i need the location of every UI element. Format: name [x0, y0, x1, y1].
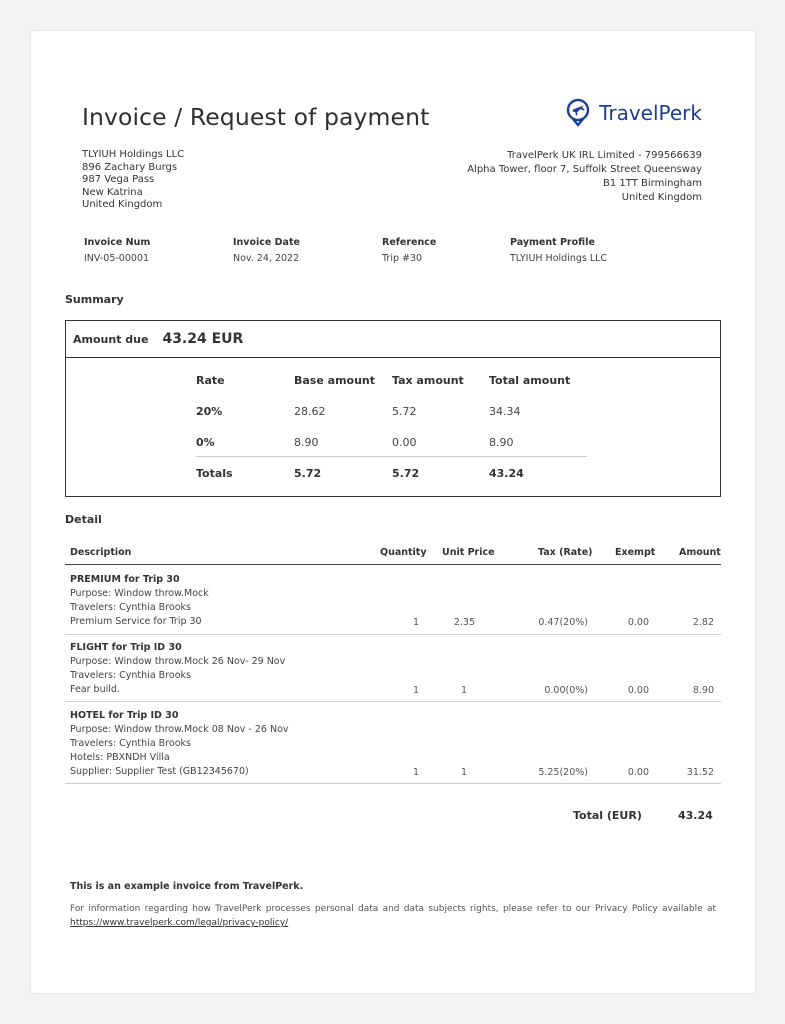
- quantity-cell: 1: [412, 685, 419, 696]
- reference-label: Reference: [382, 237, 437, 248]
- payment-profile-label: Payment Profile: [510, 237, 595, 248]
- unit-price-column-header: Unit Price: [442, 547, 495, 558]
- detail-heading: Detail: [65, 513, 102, 526]
- totals-divider: [196, 456, 587, 457]
- unit-price-cell: 1: [460, 767, 467, 778]
- total-amount-cell: 8.90: [489, 436, 514, 449]
- privacy-policy-link[interactable]: https://www.travelperk.com/legal/privacy-policy/: [70, 918, 289, 928]
- exempt-cell: 0.00: [627, 685, 649, 696]
- address-line: United Kingdom: [621, 192, 702, 203]
- total-amount-cell: 34.34: [489, 405, 521, 418]
- item-title: PREMIUM for Trip 30: [70, 574, 180, 585]
- item-line: Purpose: Window throw.Mock 08 Nov - 26 Nov: [70, 724, 289, 735]
- item-line: Travelers: Cynthia Brooks: [70, 738, 191, 749]
- page-title: Invoice / Request of payment: [82, 103, 430, 131]
- footer-text: [70, 902, 716, 930]
- unit-price-cell: 1: [460, 685, 467, 696]
- quantity-column-header: Quantity: [380, 547, 427, 558]
- invoice-date-value: Nov. 24, 2022: [233, 253, 300, 264]
- plane-pin-icon: [566, 98, 592, 128]
- amount-cell: 8.90: [692, 685, 714, 696]
- row-divider: [65, 783, 721, 784]
- address-line: New Katrina: [82, 186, 143, 198]
- tax-amount-cell: 5.72: [392, 405, 417, 418]
- footer-note: This is an example invoice from TravelPerk.: [70, 881, 304, 892]
- amount-column-header: Amount: [679, 547, 721, 558]
- invoice-page: [30, 30, 756, 994]
- address-line: United Kingdom: [82, 199, 163, 210]
- address-line: 896 Zachary Burgs: [82, 161, 178, 173]
- amount-due-value: 43.24 EUR: [162, 331, 244, 347]
- payment-profile-value: TLYIUH Holdings LLC: [510, 253, 608, 264]
- quantity-cell: 1: [412, 617, 419, 628]
- base-amount-cell: 8.90: [294, 436, 319, 449]
- table-header-divider: [65, 564, 721, 565]
- item-line: Hotels: PBXNDH Villa: [70, 752, 170, 763]
- privacy-text: For information regarding how TravelPerk processes personal data and data subjects rights, please refer to our Privacy Policy available at: [70, 904, 716, 914]
- summary-box: [65, 320, 721, 497]
- totals-label: Totals: [196, 467, 233, 480]
- amount-due-row: [66, 321, 720, 358]
- unit-price-cell: 2.35: [453, 617, 475, 628]
- base-amount-column-header: Base amount: [294, 374, 376, 387]
- tax-amount-column-header: Tax amount: [392, 374, 464, 387]
- reference-value: Trip #30: [382, 253, 423, 264]
- exempt-cell: 0.00: [627, 617, 649, 628]
- totals-total: 43.24: [489, 467, 524, 480]
- row-divider: [65, 634, 721, 635]
- amount-cell: 31.52: [686, 767, 714, 778]
- item-line: Premium Service for Trip 30: [70, 616, 202, 627]
- client-address: [82, 149, 184, 212]
- invoice-date-label: Invoice Date: [233, 237, 300, 248]
- row-divider: [65, 701, 721, 702]
- rate-column-header: Rate: [196, 374, 225, 387]
- item-line: Travelers: Cynthia Brooks: [70, 602, 191, 613]
- base-amount-cell: 28.62: [294, 405, 326, 418]
- totals-tax: 5.72: [392, 467, 420, 480]
- description-column-header: Description: [70, 547, 132, 558]
- address-line: B1 1TT Birmingham: [603, 178, 702, 189]
- tax-rate-cell: 0.47(20%): [538, 617, 588, 628]
- item-title: HOTEL for Trip ID 30: [70, 710, 179, 721]
- rate-cell: 0%: [196, 436, 215, 449]
- item-title: FLIGHT for Trip ID 30: [70, 642, 182, 653]
- company-address: [467, 149, 702, 205]
- item-line: Purpose: Window throw.Mock: [70, 588, 209, 599]
- exempt-cell: 0.00: [627, 767, 649, 778]
- invoice-num-value: INV-05-00001: [84, 253, 150, 264]
- tax-amount-cell: 0.00: [392, 436, 417, 449]
- exempt-column-header: Exempt: [615, 547, 656, 558]
- address-line: Alpha Tower, floor 7, Suffolk Street Queensway: [467, 164, 702, 175]
- address-line: TravelPerk UK IRL Limited - 799566639: [507, 150, 702, 161]
- total-label: Total (EUR): [573, 809, 642, 822]
- item-line: Purpose: Window throw.Mock 26 Nov- 29 Nov: [70, 656, 286, 667]
- tax-rate-column-header: Tax (Rate): [538, 547, 593, 558]
- address-line: 987 Vega Pass: [82, 174, 155, 185]
- tax-rate-cell: 0.00(0%): [544, 685, 588, 696]
- invoice-num-label: Invoice Num: [84, 237, 151, 248]
- item-line: Fear build.: [70, 684, 120, 695]
- item-line: Travelers: Cynthia Brooks: [70, 670, 191, 681]
- summary-heading: Summary: [65, 293, 124, 306]
- total-amount-column-header: Total amount: [489, 374, 571, 387]
- quantity-cell: 1: [412, 767, 419, 778]
- amount-due-label: Amount due: [73, 332, 149, 346]
- brand-name: TravelPerk: [599, 101, 702, 125]
- rate-cell: 20%: [196, 405, 223, 418]
- address-line: TLYIUH Holdings LLC: [82, 149, 185, 160]
- item-line: Supplier: Supplier Test (GB12345670): [70, 766, 249, 777]
- brand-logo: [566, 98, 702, 128]
- tax-rate-cell: 5.25(20%): [538, 767, 588, 778]
- amount-cell: 2.82: [692, 617, 714, 628]
- totals-base: 5.72: [294, 467, 322, 480]
- total-value: 43.24: [678, 809, 713, 822]
